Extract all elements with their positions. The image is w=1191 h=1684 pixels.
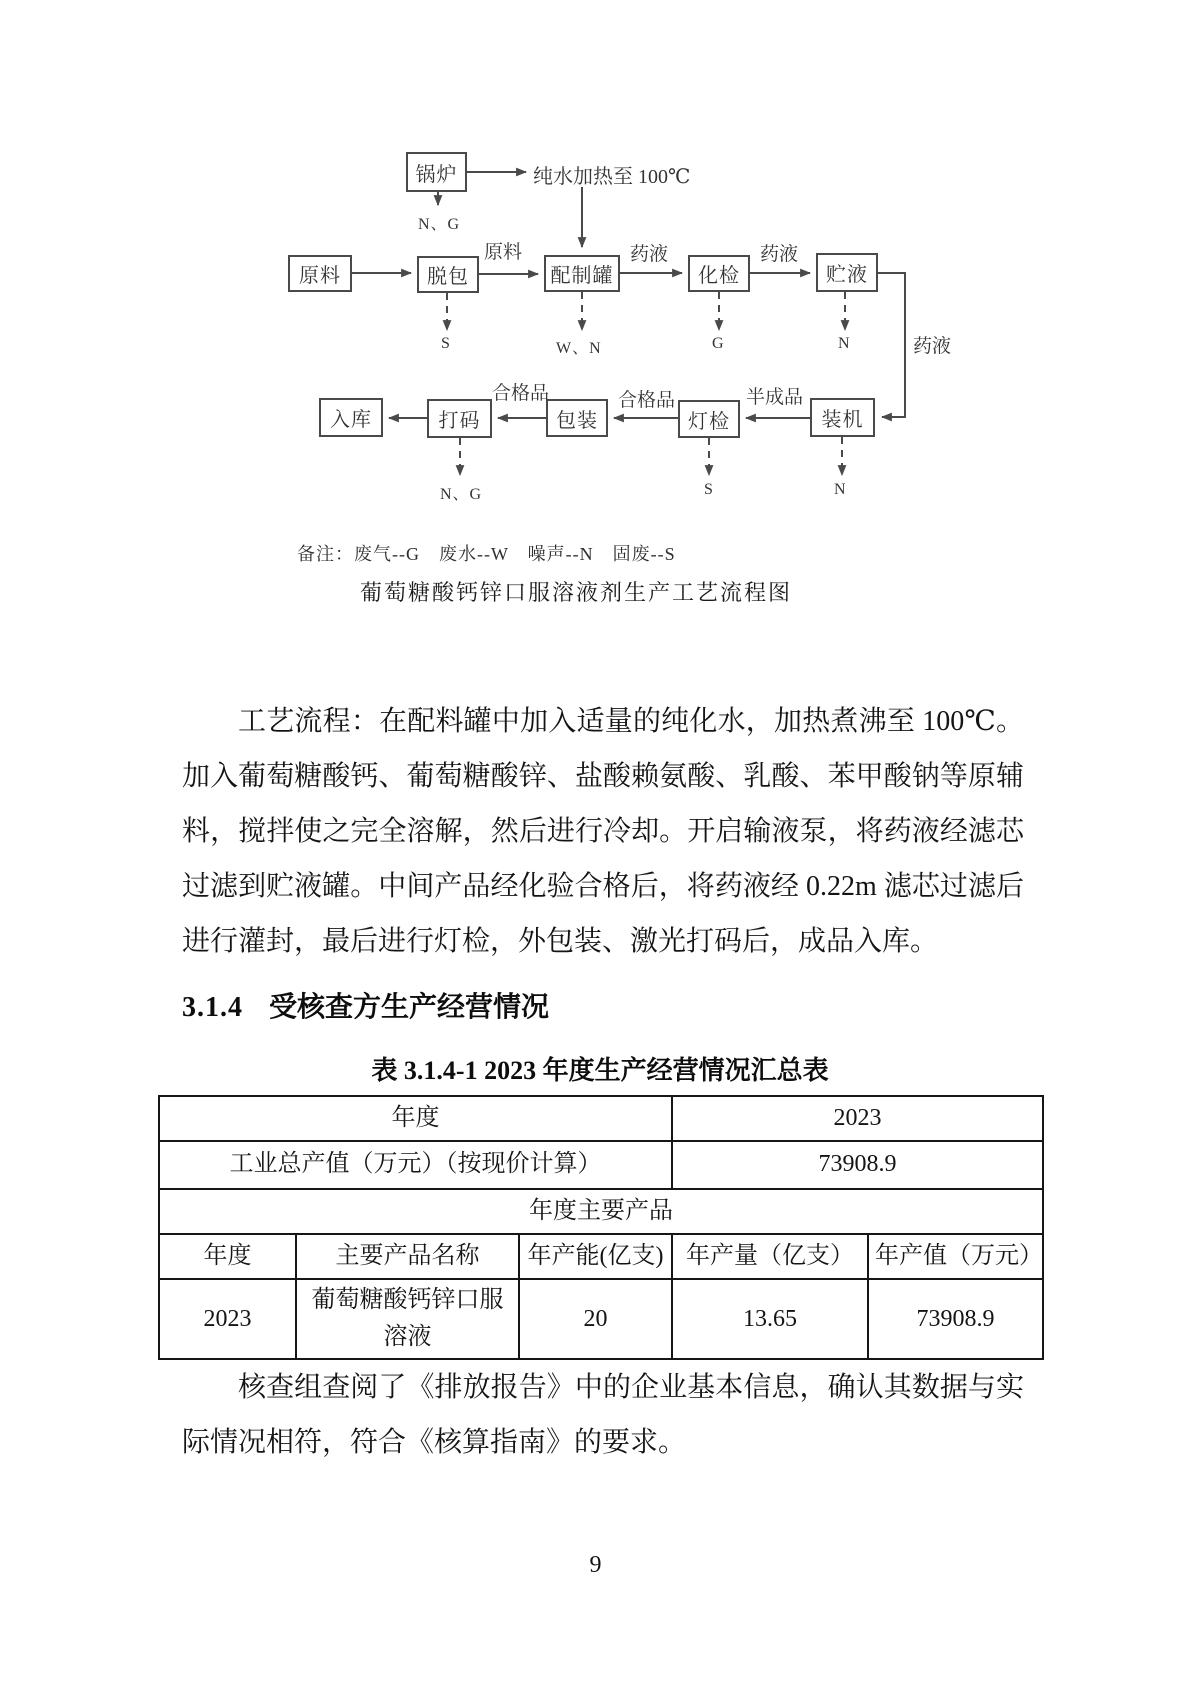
table-row-data	[159, 1279, 1043, 1359]
edge-label-liquid-c: 药液	[913, 336, 952, 357]
table-cell-products-header: 年度主要产品	[159, 1189, 1043, 1234]
table-col-value: 年产值（万元）	[868, 1234, 1043, 1279]
section-number: 3.1.4	[182, 992, 243, 1023]
edge-label-liquid-a: 药液	[630, 244, 669, 265]
table-col-year: 年度	[159, 1234, 296, 1279]
flowchart-node-raw-material: 原料	[288, 255, 352, 292]
emission-filling: N	[834, 481, 847, 498]
flowchart-node-boiler: 锅炉	[406, 152, 467, 192]
flowchart-node-mixing-tank: 配制罐	[544, 255, 620, 292]
table-cell-output-label: 工业总产值（万元）（按现价计算）	[159, 1141, 672, 1189]
edge-label-semi-product: 半成品	[746, 387, 804, 408]
flowchart-node-coding: 打码	[427, 399, 492, 438]
table-cell-data-capacity: 20	[519, 1279, 672, 1359]
table-cell-data-value: 73908.9	[868, 1279, 1043, 1359]
process-flowchart	[268, 135, 958, 515]
flowchart-node-liquid-storage: 贮液	[816, 253, 878, 292]
edge-label-pure-water: 纯水加热至 100℃	[533, 166, 691, 188]
emission-coding: N、G	[440, 486, 483, 503]
flowchart-legend-note: 备注：废气--G 废水--W 噪声--N 固废--S	[297, 544, 676, 564]
edge-label-raw: 原料	[484, 242, 523, 263]
section-title: 受核查方生产经营情况	[269, 992, 550, 1023]
table-cell-output-value: 73908.9	[672, 1141, 1043, 1189]
table-cell-data-product: 葡萄糖酸钙锌口服溶液	[296, 1279, 519, 1359]
emission-mixing: W、N	[556, 340, 602, 357]
emission-storage: N	[838, 335, 851, 352]
flowchart-node-filling-machine: 装机	[810, 398, 875, 437]
table-row-year	[159, 1096, 1043, 1141]
flowchart-caption: 葡萄糖酸钙锌口服溶液剂生产工艺流程图	[359, 580, 792, 605]
table-col-volume: 年产量（亿支）	[672, 1234, 868, 1279]
table-cell-year-label: 年度	[159, 1096, 672, 1141]
table-row-products-header	[159, 1189, 1043, 1234]
table-cell-year-value: 2023	[672, 1096, 1043, 1141]
edge-label-liquid-b: 药液	[760, 244, 799, 265]
flowchart-node-packing: 包装	[546, 399, 608, 437]
table-col-product: 主要产品名称	[296, 1234, 519, 1279]
flowchart-node-chem-check: 化检	[688, 255, 750, 292]
page-number: 9	[589, 1552, 602, 1578]
emission-unpack: S	[441, 335, 451, 352]
table-cell-data-year: 2023	[159, 1279, 296, 1359]
flowchart-node-warehouse: 入库	[319, 398, 383, 437]
edge-label-qualified-a: 合格品	[618, 390, 676, 411]
table-row-columns	[159, 1234, 1043, 1279]
emission-chem: G	[712, 335, 725, 352]
flowchart-node-unpack: 脱包	[417, 256, 479, 293]
section-heading	[182, 985, 549, 1025]
emission-boiler: N、G	[418, 216, 461, 233]
review-paragraph: 核查组查阅了《排放报告》中的企业基本信息，确认其数据与实际情况相符，符合《核算指南》的要求。	[182, 1372, 1024, 1458]
production-summary-table	[158, 1095, 1044, 1360]
edge-label-qualified-b: 合格品	[492, 383, 550, 404]
flowchart-node-lamp-check: 灯检	[678, 400, 740, 438]
table-cell-data-volume: 13.65	[672, 1279, 868, 1359]
emission-lamp: S	[704, 481, 714, 498]
table-col-capacity: 年产能(亿支)	[519, 1234, 672, 1279]
table-title: 表 3.1.4-1 2023 年度生产经营情况汇总表	[371, 1056, 829, 1085]
flowchart-arrows	[268, 135, 958, 515]
table-row-output	[159, 1141, 1043, 1189]
process-paragraph: 工艺流程：在配料罐中加入适量的纯化水，加热煮沸至 100℃。加入葡萄糖酸钙、葡萄糖酸锌、盐酸赖氨酸、乳酸、苯甲酸钠等原辅料，搅拌使之完全溶解，然后进行冷却。开启输液泵，将药液经滤芯过滤到贮液罐。中间产品经化验合格后，将药液经 0.22m 滤芯过滤后进行灌封，最后进行灯检，外包装、激光打码后，成品入库。	[182, 706, 1024, 957]
